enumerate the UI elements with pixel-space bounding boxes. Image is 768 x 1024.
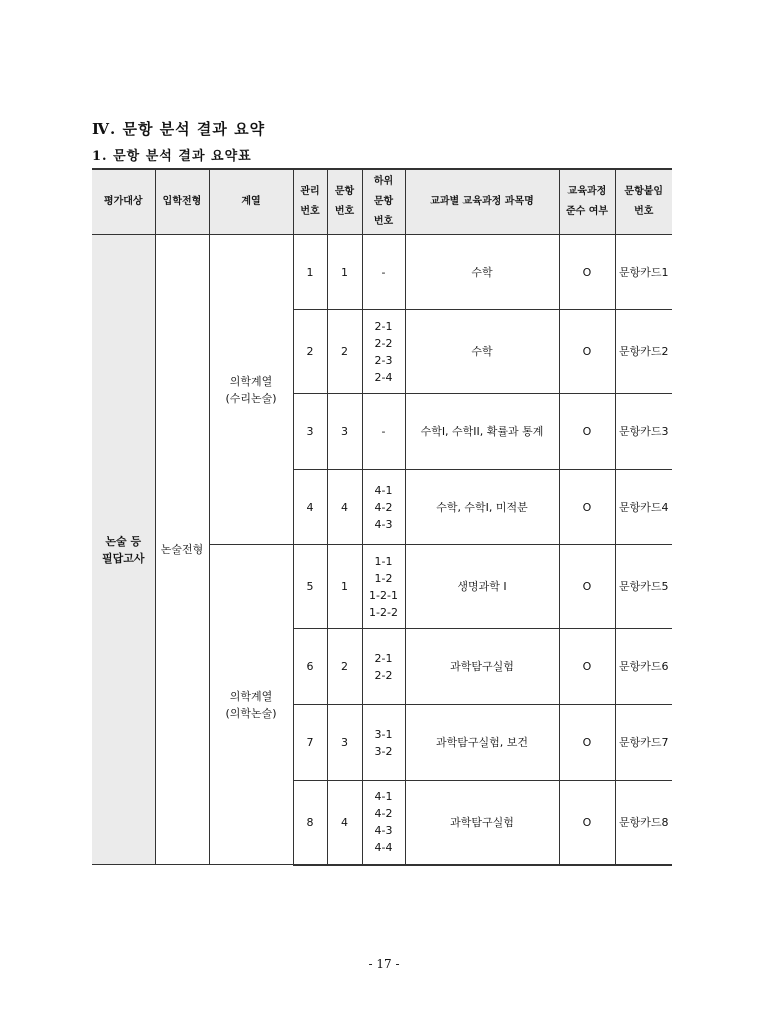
cell-compliance: O [559,629,615,705]
header-item-no [327,169,362,235]
header-compliance-line: 교육과정 [567,186,607,197]
cell-compliance: O [559,470,615,545]
header-target: 평가대상 [92,169,155,235]
cell-card-no: 문항카드6 [615,629,672,705]
cell-mgmt-no: 6 [293,629,327,705]
sub-item-line: 4-3 [374,517,393,531]
sub-item-line: 2-2 [374,336,393,350]
cell-sub-item-no [362,705,405,781]
cell-item-no: 3 [327,705,362,781]
cell-sub-item-no [362,545,405,629]
cell-mgmt-no: 4 [293,470,327,545]
cell-sub-item-no [362,394,405,470]
cell-item-no: 2 [327,310,362,394]
track-line: 의학계열 [229,689,273,703]
cell-sub-item-no [362,235,405,310]
cell-item-no: 3 [327,394,362,470]
sub-item-line: 1-1 [374,554,393,568]
cell-card-no: 문항카드1 [615,235,672,310]
sub-item-line: 3-1 [374,727,393,741]
sub-item-line: 4-2 [374,500,393,514]
table-row [92,235,672,310]
cell-mgmt-no: 3 [293,394,327,470]
section-title: Ⅳ. 문항 분석 결과 요약 [92,120,266,138]
cell-admission: 논술전형 [155,235,209,865]
track-line: (의학논술) [225,706,277,720]
cell-mgmt-no: 2 [293,310,327,394]
summary-table [92,168,672,866]
cell-subject: 수학 [405,235,559,310]
sub-item-line: - [381,265,386,279]
target-line: 논술 등 [105,534,142,548]
sub-item-line: 1-2-1 [369,588,398,602]
cell-subject: 과학탐구실험 [405,781,559,865]
page-number: - 17 - [368,957,400,971]
sub-item-line: 4-1 [374,483,393,497]
cell-sub-item-no [362,781,405,865]
cell-card-no: 문항카드7 [615,705,672,781]
cell-card-no: 문항카드3 [615,394,672,470]
cell-item-no: 4 [327,781,362,865]
header-compliance [559,169,615,235]
header-mgmt-no-line: 관리 [300,186,320,197]
header-mgmt-no [293,169,327,235]
header-sub-item-no-line: 문항 [373,196,394,207]
header-sub-item-no [362,169,405,235]
target-line: 필답고사 [101,551,145,565]
header-admission: 입학전형 [155,169,209,235]
header-item-no-line: 번호 [334,206,355,217]
cell-item-no: 2 [327,629,362,705]
sub-item-line: 4-4 [374,841,393,855]
header-subject: 교과별 교육과정 과목명 [405,169,559,235]
track-line: (수리논술) [225,391,277,405]
sub-item-line: 2-1 [374,651,393,665]
table-header-row [92,169,672,235]
cell-compliance: O [559,235,615,310]
cell-item-no: 4 [327,470,362,545]
cell-mgmt-no: 1 [293,235,327,310]
sub-item-line: 4-3 [374,824,393,838]
cell-sub-item-no [362,629,405,705]
header-track: 계열 [209,169,293,235]
sub-item-line: 1-2 [374,571,393,585]
sub-item-line: 2-3 [374,353,393,367]
cell-subject: 수학 [405,310,559,394]
header-mgmt-no-line: 번호 [300,206,320,217]
cell-track [209,545,293,865]
cell-item-no: 1 [327,235,362,310]
header-item-no-line: 문항 [334,186,355,197]
cell-subject: 과학탐구실험 [405,629,559,705]
sub-item-line: 4-1 [374,790,393,804]
cell-card-no: 문항카드4 [615,470,672,545]
cell-compliance: O [559,781,615,865]
header-card-no-line: 문항붙임 [624,186,664,197]
cell-subject: 생명과학 I [405,545,559,629]
header-compliance-line: 준수 여부 [565,206,609,217]
sub-item-line: 4-2 [374,807,393,821]
header-sub-item-no-line: 하위 [373,176,394,187]
cell-item-no: 1 [327,545,362,629]
cell-card-no: 문항카드8 [615,781,672,865]
cell-compliance: O [559,310,615,394]
cell-subject: 수학, 수학I, 미적분 [405,470,559,545]
cell-compliance: O [559,705,615,781]
cell-sub-item-no [362,310,405,394]
cell-subject: 과학탐구실험, 보건 [405,705,559,781]
header-card-no [615,169,672,235]
cell-target [92,235,155,865]
header-sub-item-no-line: 번호 [373,216,394,227]
track-line: 의학계열 [229,374,273,388]
sub-item-line: - [381,425,386,438]
cell-mgmt-no: 7 [293,705,327,781]
cell-card-no: 문항카드5 [615,545,672,629]
sub-item-line: 2-2 [374,668,393,682]
cell-track [209,235,293,545]
cell-mgmt-no: 5 [293,545,327,629]
cell-subject: 수학I, 수학II, 확률과 통계 [405,394,559,470]
sub-item-line: 3-2 [374,744,393,758]
subsection-title: 1. 문항 분석 결과 요약표 [92,149,252,164]
cell-mgmt-no: 8 [293,781,327,865]
sub-item-line: 2-1 [374,319,393,333]
header-card-no-line: 번호 [634,206,654,217]
cell-card-no: 문항카드2 [615,310,672,394]
cell-compliance: O [559,394,615,470]
cell-sub-item-no [362,470,405,545]
sub-item-line: 1-2-2 [369,605,398,619]
cell-compliance: O [559,545,615,629]
sub-item-line: 2-4 [374,370,393,384]
